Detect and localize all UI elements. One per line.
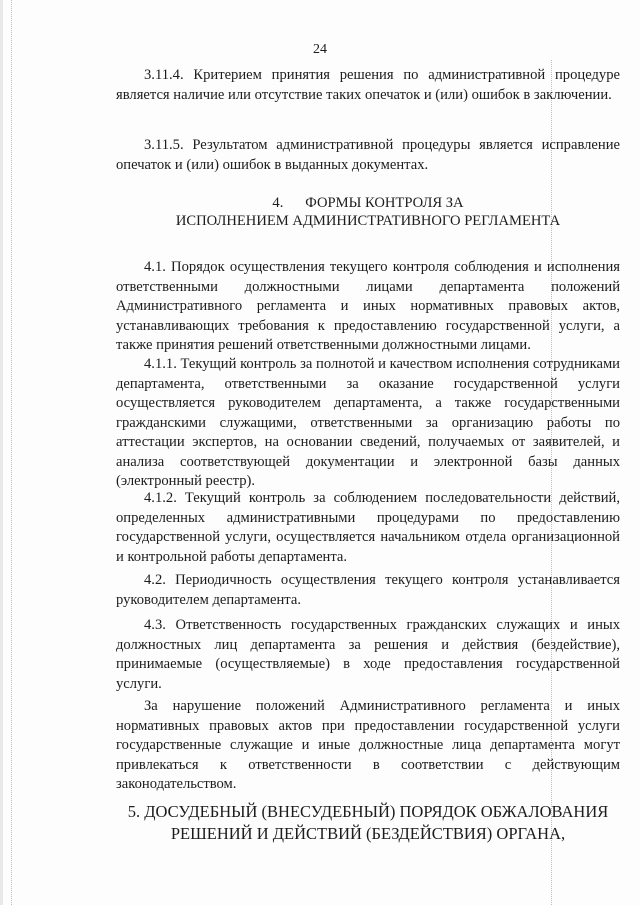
paragraph-3-11-5: 3.11.5. Результатом административной процедуры является исправление опечаток и (или) ошибок в выданных документах.	[116, 137, 620, 173]
scan-left-edge	[0, 0, 3, 905]
section-4-heading-line-2: ИСПОЛНЕНИЕМ АДМИНИСТРАТИВНОГО РЕГЛАМЕНТА	[175, 213, 561, 229]
paragraph-violation-liability: За нарушение положений Административного регламента и иных нормативных правовых актов при предоставлении государственной услуги государственные служащие и иные должностные лица департамента могут привлекаться к ответственности в соответствии с действующим законодательством.	[116, 698, 620, 792]
paragraph-4-1-2: 4.1.2. Текущий контроль за соблюдением последовательности действий, определенных административными процедурами по предоставлению государственной услуги, осуществляется начальником отдела организационной и контрольной работы департамента.	[116, 490, 620, 565]
section-4-heading-line-1: 4. ФОРМЫ КОНТРОЛЯ ЗА	[272, 195, 464, 211]
section-5-heading-line-2: РЕШЕНИЙ И ДЕЙСТВИЙ (БЕЗДЕЙСТВИЯ) ОРГАНА,	[170, 824, 566, 843]
paragraph-3-11-4: 3.11.4. Критерием принятия решения по административной процедуре является наличие или отсутствие таких опечаток и (или) ошибок в заключении.	[116, 67, 620, 103]
paragraph-4-2: 4.2. Периодичность осуществления текущего контроля устанавливается руководителем департамента.	[116, 572, 620, 608]
paragraph-4-1-1: 4.1.1. Текущий контроль за полнотой и качеством исполнения сотрудниками департамента, ответственными за оказание государственной услуги осуществляется руководителем департамента, а также государственными гражданскими служащими, ответственными за организацию работы по аттестации экспертов, на основании сведений, получаемых от заявителей, и анализа соответствующей документации и электронной базы данных (электронный реестр).	[116, 356, 620, 489]
left-margin-line	[11, 0, 12, 905]
paragraph-4-3: 4.3. Ответственность государственных гражданских служащих и иных должностных лиц департамента за решения и действия (бездействие), принимаемые (осуществляемые) в ходе предоставления государственной услуги.	[116, 617, 620, 692]
section-5-heading-line-1: 5. ДОСУДЕБНЫЙ (ВНЕСУДЕБНЫЙ) ПОРЯДОК ОБЖАЛОВАНИЯ	[127, 802, 609, 821]
paragraph-4-1: 4.1. Порядок осуществления текущего контроля соблюдения и исполнения ответственными должностными лицами департамента положений Административного регламента и иных нормативных правовых актов, устанавливающих требования к предоставлению государственной услуги, а также принятия решений ответственными должностными лицами.	[116, 259, 620, 353]
page-number: 24	[313, 42, 327, 57]
